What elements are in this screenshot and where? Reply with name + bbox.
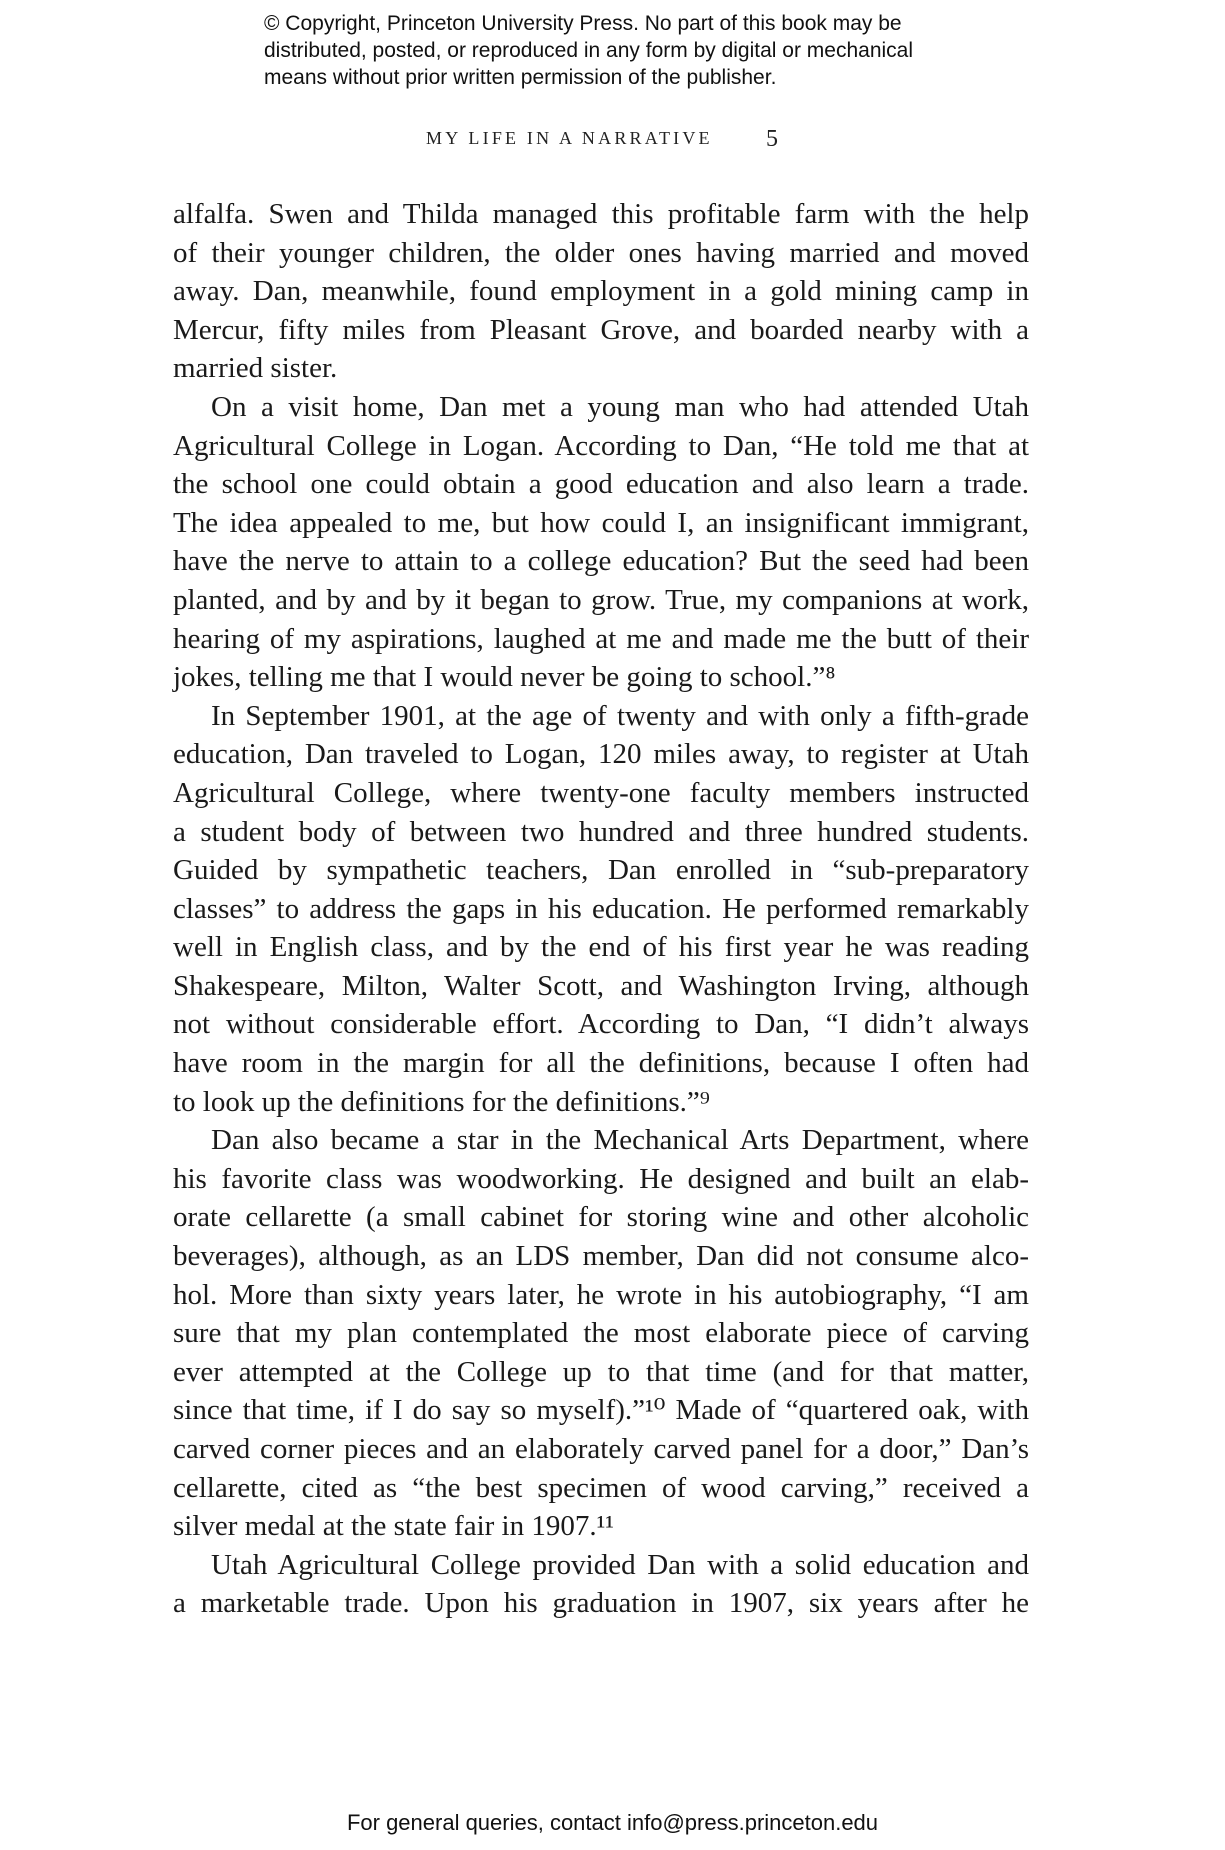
text-line: hol. More than sixty years later, he wrote in his autobiography, “I am (173, 1278, 1029, 1311)
page-number: 5 (766, 126, 778, 152)
body-text (173, 195, 1029, 1623)
text-line: education, Dan traveled to Logan, 120 miles away, to register at Utah (173, 738, 1029, 771)
text-line: orate cellarette (a small cabinet for storing wine and other alcoholic (173, 1201, 1029, 1234)
text-line: have room in the margin for all the definitions, because I often had (173, 1047, 1029, 1080)
text-line: sure that my plan contemplated the most elaborate piece of carving (173, 1317, 1029, 1350)
copyright-notice (264, 10, 1024, 91)
text-line: Dan also became a star in the Mechanical Arts Department, where (211, 1124, 1029, 1157)
copyright-line: distributed, posted, or reproduced in any form by digital or mechanical (264, 39, 914, 62)
text-line: well in English class, and by the end of his first year he was reading (173, 931, 1029, 964)
footer-contact: For general queries, contact info@press.princeton.edu (346, 1810, 879, 1835)
text-line: to look up the definitions for the definitions.”⁹ (173, 1085, 710, 1118)
text-line: Utah Agricultural College provided Dan with a solid education and (211, 1548, 1029, 1581)
text-line: his favorite class was woodworking. He designed and built an elab- (173, 1162, 1029, 1195)
text-line: classes” to address the gaps in his education. He performed remarkably (173, 892, 1029, 925)
text-line: Agricultural College, where twenty-one faculty members instructed (173, 776, 1029, 809)
text-line: a student body of between two hundred and three hundred students. (173, 815, 1029, 848)
text-line: cellarette, cited as “the best specimen of wood carving,” received a (173, 1471, 1029, 1504)
text-line: In September 1901, at the age of twenty and with only a fifth-grade (211, 699, 1029, 732)
text-line: hearing of my aspirations, laughed at me and made me the butt of their (173, 622, 1029, 655)
text-line: planted, and by and by it began to grow. True, my companions at work, (173, 583, 1029, 616)
text-line: a marketable trade. Upon his graduation in 1907, six years after he (173, 1587, 1029, 1620)
text-line: Agricultural College in Logan. According to Dan, “He told me that at (173, 429, 1029, 462)
text-line: alfalfa. Swen and Thilda managed this profitable farm with the help (173, 198, 1029, 230)
text-line: jokes, telling me that I would never be going to school.”⁸ (173, 661, 836, 694)
text-line: carved corner pieces and an elaborately carved panel for a door,” Dan’s (173, 1433, 1029, 1465)
text-line: ever attempted at the College up to that time (and for that matter, (173, 1355, 1029, 1388)
copyright-line: means without prior written permission of the publisher. (264, 66, 777, 89)
text-line: away. Dan, meanwhile, found employment in a gold mining camp in (173, 275, 1029, 308)
text-line: Guided by sympathetic teachers, Dan enrolled in “sub-preparatory (173, 854, 1029, 887)
text-line: silver medal at the state fair in 1907.¹¹ (173, 1510, 614, 1543)
text-line: since that time, if I do say so myself).”¹⁰ Made of “quartered oak, with (173, 1394, 1029, 1427)
text-line: Mercur, fifty miles from Pleasant Grove, and boarded nearby with a (173, 313, 1029, 346)
text-line: not without considerable effort. According to Dan, “I didn’t always (173, 1008, 1029, 1041)
text-line: Shakespeare, Milton, Walter Scott, and Washington Irving, although (173, 969, 1029, 1002)
text-line: the school one could obtain a good education and also learn a trade. (173, 468, 1029, 501)
text-line: have the nerve to attain to a college education? But the seed had been (173, 545, 1029, 578)
copyright-line: © Copyright, Princeton University Press. No part of this book may be (264, 12, 902, 35)
text-line: married sister. (173, 352, 338, 385)
text-line: On a visit home, Dan met a young man who had attended Utah (211, 390, 1029, 423)
text-line: of their younger children, the older ones having married and moved (173, 236, 1029, 269)
text-line: beverages), although, as an LDS member, Dan did not consume alco- (173, 1240, 1029, 1273)
running-head: MY LIFE IN A NARRATIVE (426, 128, 713, 148)
text-line: The idea appealed to me, but how could I, an insignificant immigrant, (173, 506, 1029, 539)
